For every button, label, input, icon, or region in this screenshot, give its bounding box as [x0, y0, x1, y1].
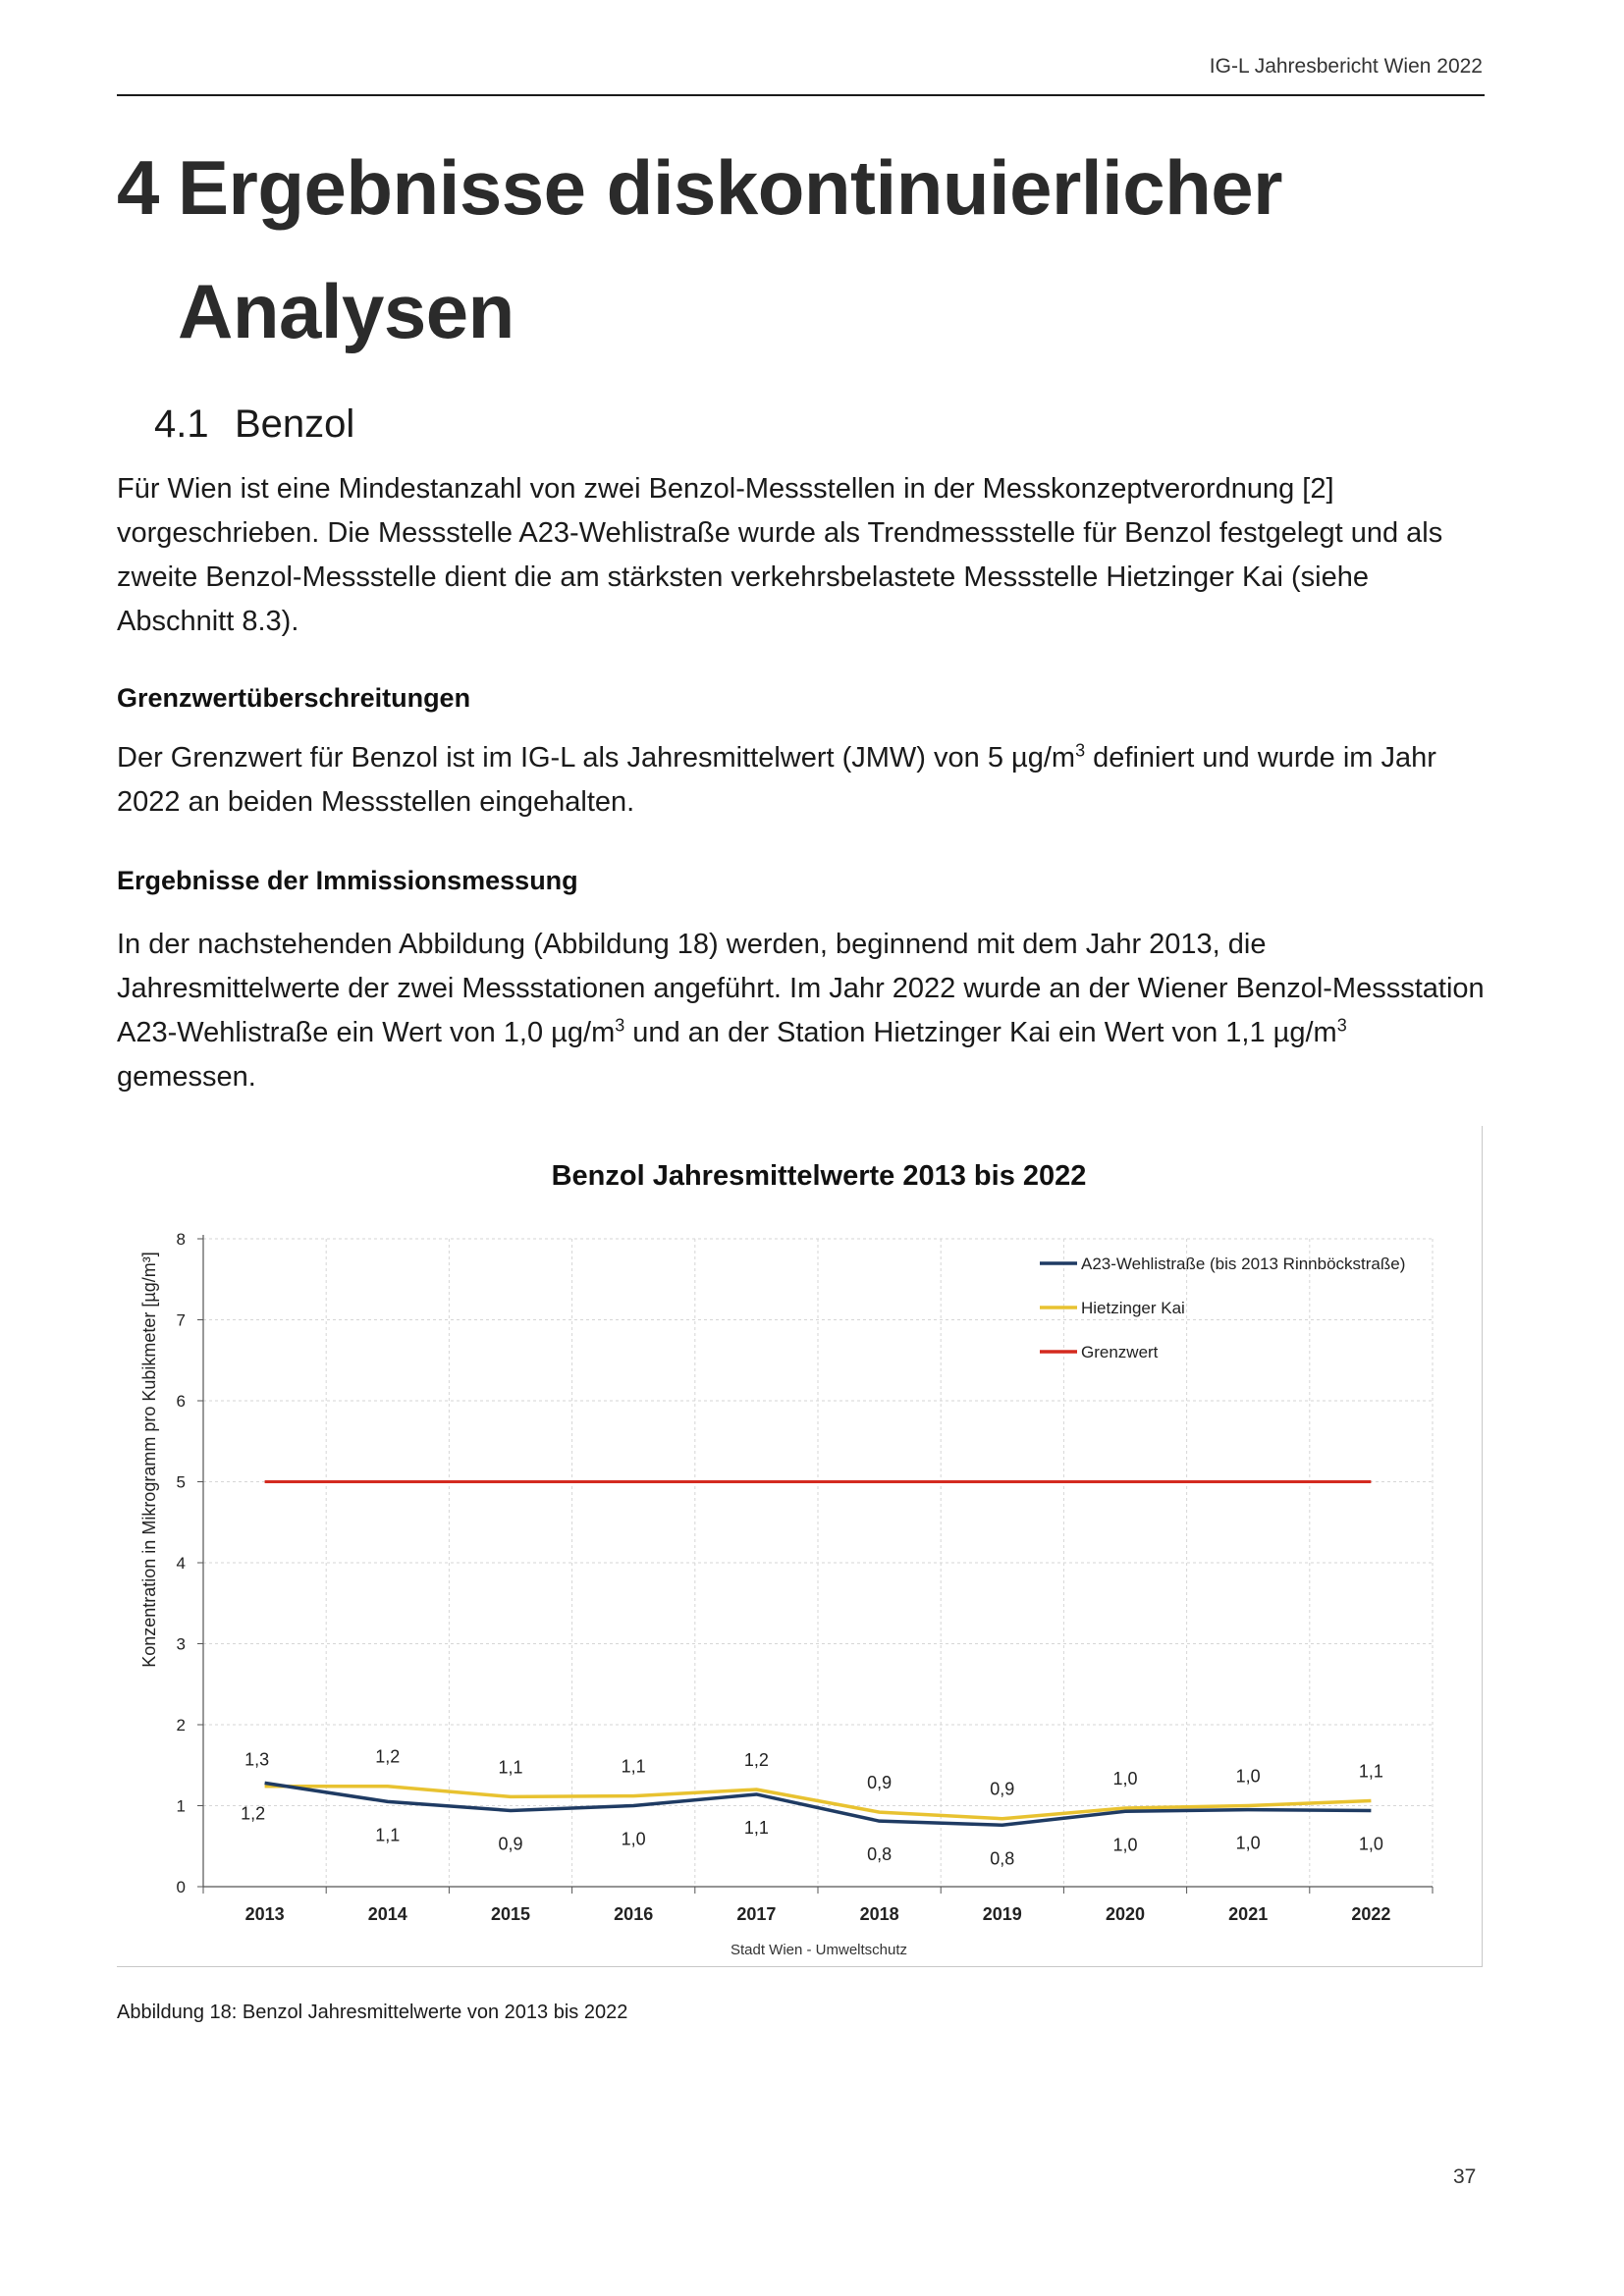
series-line-hietzinger [265, 1787, 1372, 1819]
y-tick-label: 5 [176, 1472, 186, 1492]
data-label-a23: 1,0 [1358, 1834, 1383, 1854]
data-label-a23: 0,9 [498, 1834, 523, 1854]
chart-source: Stadt Wien - Umweltschutz [730, 1942, 908, 1958]
page-number: 37 [1453, 2165, 1477, 2188]
data-label-hietzinger: 1,1 [498, 1757, 523, 1778]
x-tick-label: 2014 [367, 1904, 407, 1924]
x-tick-label: 2021 [1228, 1904, 1269, 1924]
y-tick-label: 1 [176, 1796, 186, 1816]
data-label-a23: 0,8 [990, 1848, 1015, 1869]
x-tick-label: 2016 [614, 1904, 654, 1924]
x-tick-label: 2017 [736, 1904, 777, 1924]
chapter-title-line2: Analysen [178, 268, 514, 354]
results-sup1: 3 [615, 1015, 625, 1036]
limit-text-a: Der Grenzwert für Benzol ist im IG-L als Jahresmittelwert (JMW) von 5 µg/m [117, 742, 1076, 774]
data-label-a23: 1,3 [244, 1749, 270, 1770]
results-text-c: gemessen. [117, 1061, 256, 1093]
chart-svg [117, 1126, 1482, 1966]
limit-heading: Grenzwertüberschreitungen [117, 683, 471, 713]
y-tick-label: 3 [176, 1634, 186, 1654]
chapter-title-line1: Ergebnisse diskontinuierlicher [178, 144, 1282, 231]
x-tick-label: 2022 [1351, 1904, 1391, 1924]
x-tick-label: 2018 [859, 1904, 899, 1924]
section-title [154, 402, 354, 447]
section-name: Benzol [235, 402, 355, 446]
data-label-hietzinger: 1,2 [743, 1750, 769, 1770]
axis-layer [177, 1230, 1433, 1924]
chart-title: Benzol Jahresmittelwerte 2013 bis 2022 [551, 1160, 1087, 1192]
running-header: IG-L Jahresbericht Wien 2022 [1209, 55, 1483, 78]
grid-layer [203, 1239, 1433, 1887]
header-rule [117, 94, 1485, 96]
chapter-title [117, 126, 1282, 373]
results-paragraph [117, 923, 1491, 1099]
chart-legend [1040, 1255, 1405, 1362]
x-tick-label: 2019 [982, 1904, 1022, 1924]
x-tick-label: 2013 [244, 1904, 285, 1924]
data-label-hietzinger: 1,0 [1112, 1768, 1138, 1789]
data-label-hietzinger: 0,9 [990, 1779, 1015, 1799]
data-label-hietzinger: 1,1 [621, 1756, 646, 1777]
results-sup2: 3 [1336, 1015, 1347, 1036]
y-tick-label: 2 [176, 1716, 186, 1735]
limit-paragraph [117, 736, 1491, 825]
y-tick-label: 8 [176, 1230, 186, 1249]
data-label-hietzinger: 1,2 [375, 1746, 401, 1767]
y-tick-label: 7 [176, 1310, 186, 1330]
data-label-a23: 1,1 [743, 1817, 769, 1838]
y-axis-title: Konzentration in Mikrogramm pro Kubikmeter [µg/m³] [139, 1252, 159, 1668]
results-heading: Ergebnisse der Immissionsmessung [117, 866, 578, 895]
results-text-a: In der nachstehenden Abbildung (Abbildung 18) werden, beginnend mit dem Jahr 2013, die Jahresmittelwerte der zwei Messstationen angeführt. Im Jahr 2022 wurde an der Wiener Benzol-Messstation A23-Wehlistraße ein Wert von 1,0 µg/m [117, 929, 1485, 1048]
data-label-hietzinger: 1,0 [1235, 1766, 1261, 1787]
data-label-a23: 1,0 [621, 1829, 646, 1849]
data-label-a23: 1,0 [1235, 1833, 1261, 1853]
results-text-b: und an der Station Hietzinger Kai ein Wert von 1,1 µg/m [624, 1017, 1337, 1048]
benzol-chart [117, 1126, 1483, 1967]
x-tick-label: 2020 [1105, 1904, 1146, 1924]
limit-sup: 3 [1075, 740, 1086, 761]
limit-text-b: definiert und wurde im Jahr 2022 an beiden Messstellen eingehalten. [117, 742, 1436, 818]
data-label-a23: 1,1 [375, 1825, 401, 1845]
x-tick-label: 2015 [490, 1904, 531, 1924]
y-tick-label: 4 [176, 1554, 186, 1573]
data-label-a23: 1,0 [1112, 1835, 1138, 1855]
y-tick-label: 0 [176, 1878, 186, 1896]
legend-label: Hietzinger Kai [1081, 1299, 1185, 1317]
y-tick-label: 6 [176, 1392, 186, 1411]
legend-label: A23-Wehlistraße (bis 2013 Rinnböckstraße) [1081, 1255, 1406, 1273]
data-label-a23: 0,8 [867, 1844, 893, 1865]
chapter-number: 4 [117, 144, 159, 231]
data-label-hietzinger: 1,2 [241, 1803, 266, 1824]
data-label-hietzinger: 1,1 [1358, 1761, 1383, 1782]
intro-paragraph: Für Wien ist eine Mindestanzahl von zwei Benzol-Messstellen in der Messkonzeptverordnung [2] vorgeschrieben. Die Messstelle A23-Wehlistraße wurde als Trendmessstelle für Benzol festgelegt und als zweite Benzol-Messstelle dient die am stärksten verkehrsbelastete Messstelle Hietzinger Kai (siehe Abschnitt 8.3). [117, 473, 1443, 637]
data-label-hietzinger: 0,9 [867, 1773, 893, 1793]
figure-caption: Abbildung 18: Benzol Jahresmittelwerte von 2013 bis 2022 [117, 2002, 628, 2023]
legend-label: Grenzwert [1081, 1343, 1159, 1362]
section-number: 4.1 [154, 402, 209, 446]
